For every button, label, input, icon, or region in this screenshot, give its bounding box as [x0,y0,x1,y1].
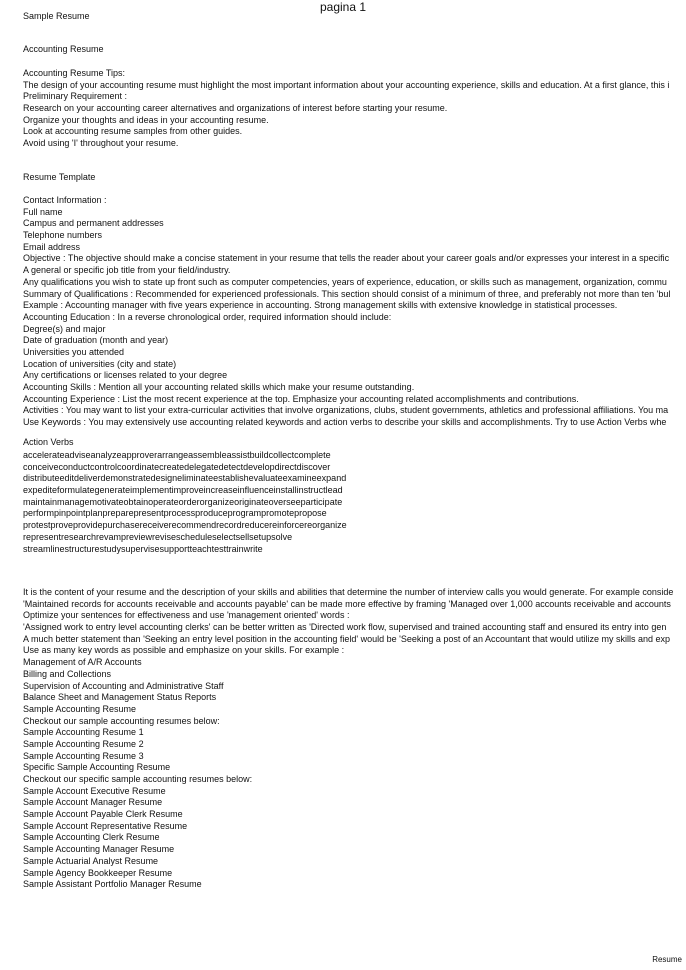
text-line: Checkout our specific sample accounting resumes below: [23,774,253,784]
text-line: Sample Agency Bookkeeper Resume [23,867,173,878]
text-line: Organize your thoughts and ideas in your accounting resume. [23,114,269,125]
text-line: Email address [23,241,81,252]
text-line: A general or specific job title from your field/industry. [23,265,231,276]
document-title: Sample Resume [23,11,90,21]
page-number: pagina 1 [319,0,367,14]
text-line: Sample Account Manager Resume [23,797,163,808]
text-line: 'Assigned work to entry level accounting clerks' can be better written as 'Directed work flow, supervised and trained accounting staff and ensured its entry into gen [23,622,667,633]
text-line: Telephone numbers [23,230,103,241]
section-heading: Accounting Resume [23,44,104,54]
text-line: Sample Account Executive Resume [23,785,166,796]
text-line: Sample Assistant Portfolio Manager Resume [23,879,202,890]
text-line: It is the content of your resume and the description of your skills and abilities that determine the number of interview calls you would generate. For example conside [23,587,674,597]
template-section [23,195,686,429]
action-verbs-heading: Action Verbs [23,437,74,447]
text-line: Sample Account Representative Resume [23,820,188,831]
content-section [23,587,686,891]
text-line: expediteformulategenerateimplementimproveincreaseinfluenceinstallinstructlead [23,485,343,496]
footer-label: Resume [652,955,682,964]
text-line: Avoid using 'I' throughout your resume. [23,138,179,149]
text-line: Checkout our sample accounting resumes below: [23,715,220,726]
text-line: Sample Accounting Resume [23,703,137,714]
text-line: Summary of Qualifications : Recommended for experienced professionals. This section should consist of a minimum of three, and preferably not more than ten 'bul [23,288,671,299]
text-line: performpinpointplanpreparepresentprocessproduceprogrampromotepropose [23,508,327,519]
text-line: Universities you attended [23,346,125,357]
text-line: A much better statement than 'Seeking an entry level position in the accounting field' would be 'Seeking a post of an Accountant that would utilize my skills and exp [23,633,671,644]
text-line: Sample Accounting Resume 1 [23,727,144,738]
text-line: Objective : The objective should make a concise statement in your resume that tells the reader about your career goals and/or expresses your interest in a specific [23,253,670,264]
text-line: Accounting Experience : List the most recent experience at the top. Emphasize your accounting related accomplishments and contributions. [23,393,579,404]
text-line: Contact Information : [23,195,107,205]
template-heading: Resume Template [23,172,96,182]
text-line: Accounting Skills : Mention all your accounting related skills which make your resume outstanding. [23,382,415,392]
text-line: Accounting Education : In a reverse chronological order, required information should include: [23,311,392,322]
text-line: Preliminary Requirement : [23,91,128,102]
text-line: Supervision of Accounting and Administrative Staff [23,680,224,691]
text-line: distributeeditdeliverdemonstratedesigneliminateestablishevaluateexamineexpand [23,473,347,484]
text-line: Any qualifications you wish to state up front such as computer competencies, years of experience, education, or skills such as management, organization, commu [23,276,667,287]
text-line: Full name [23,206,63,217]
text-line: streamlinestructurestudysupervisesupportteachtesttrainwrite [23,543,263,554]
text-line: Optimize your sentences for effectiveness and use 'management oriented' words : [23,610,350,621]
action-verbs-section [23,450,686,555]
text-line: Sample Accounting Resume 3 [23,750,144,761]
text-line: accelerateadviseanalyzeapproverarrangeassembleassistbuildcollectcomplete [23,450,331,460]
text-line: protestproveprovidepurchasereceiverecommendrecordreducereinforcereorganize [23,520,347,531]
text-line: Any certifications or licenses related to your degree [23,370,228,381]
text-line: Campus and permanent addresses [23,218,164,229]
text-line: Sample Accounting Manager Resume [23,844,175,855]
text-line: Balance Sheet and Management Status Reports [23,692,217,703]
text-line: Example : Accounting manager with five years experience in accounting. Strong management skills with extensive knowledge in statistical processes. [23,300,618,311]
text-line: conceiveconductcontrolcoordinatecreatedelegatedetectdevelopdirectdiscover [23,461,331,472]
text-line: Accounting Resume Tips: [23,68,126,78]
text-line: Degree(s) and major [23,323,106,334]
text-line: Management of A/R Accounts [23,657,142,668]
text-line: Use Keywords : You may extensively use accounting related keywords and action verbs to describe your skills and accomplishments. Try to use Action Verbs whe [23,417,667,428]
text-line: The design of your accounting resume must highlight the most important information about your accounting experience, skills and education. At a first glance, this i [23,79,670,90]
text-line: Look at accounting resume samples from other guides. [23,126,243,137]
text-line: Research on your accounting career alternatives and organizations of interest before starting your resume. [23,103,448,114]
text-line: representresearchrevampreviewrevisescheduleselectsellsetupsolve [23,531,293,542]
text-line: Billing and Collections [23,668,112,679]
text-line: Sample Account Payable Clerk Resume [23,809,183,820]
text-line: Sample Actuarial Analyst Resume [23,855,159,866]
text-line: Date of graduation (month and year) [23,335,169,346]
tips-section [23,68,686,150]
text-line: Activities : You may want to list your extra-curricular activities that involve organizations, clubs, student governments, athletics and professional affiliations. You ma [23,405,669,416]
text-line: Specific Sample Accounting Resume [23,762,171,773]
text-line: Use as many key words as possible and emphasize on your skills. For example : [23,645,345,656]
text-line: Sample Accounting Resume 2 [23,738,144,749]
text-line: Location of universities (city and state) [23,358,177,369]
text-line: Sample Accounting Clerk Resume [23,832,160,843]
text-line: maintainmanagemotivateobtainoperateorderorganizeoriginateoverseeparticipate [23,496,343,507]
text-line: 'Maintained records for accounts receivable and accounts payable' can be made more effective by framing 'Managed over 1,000 accounts receivable and accounts [23,598,671,609]
